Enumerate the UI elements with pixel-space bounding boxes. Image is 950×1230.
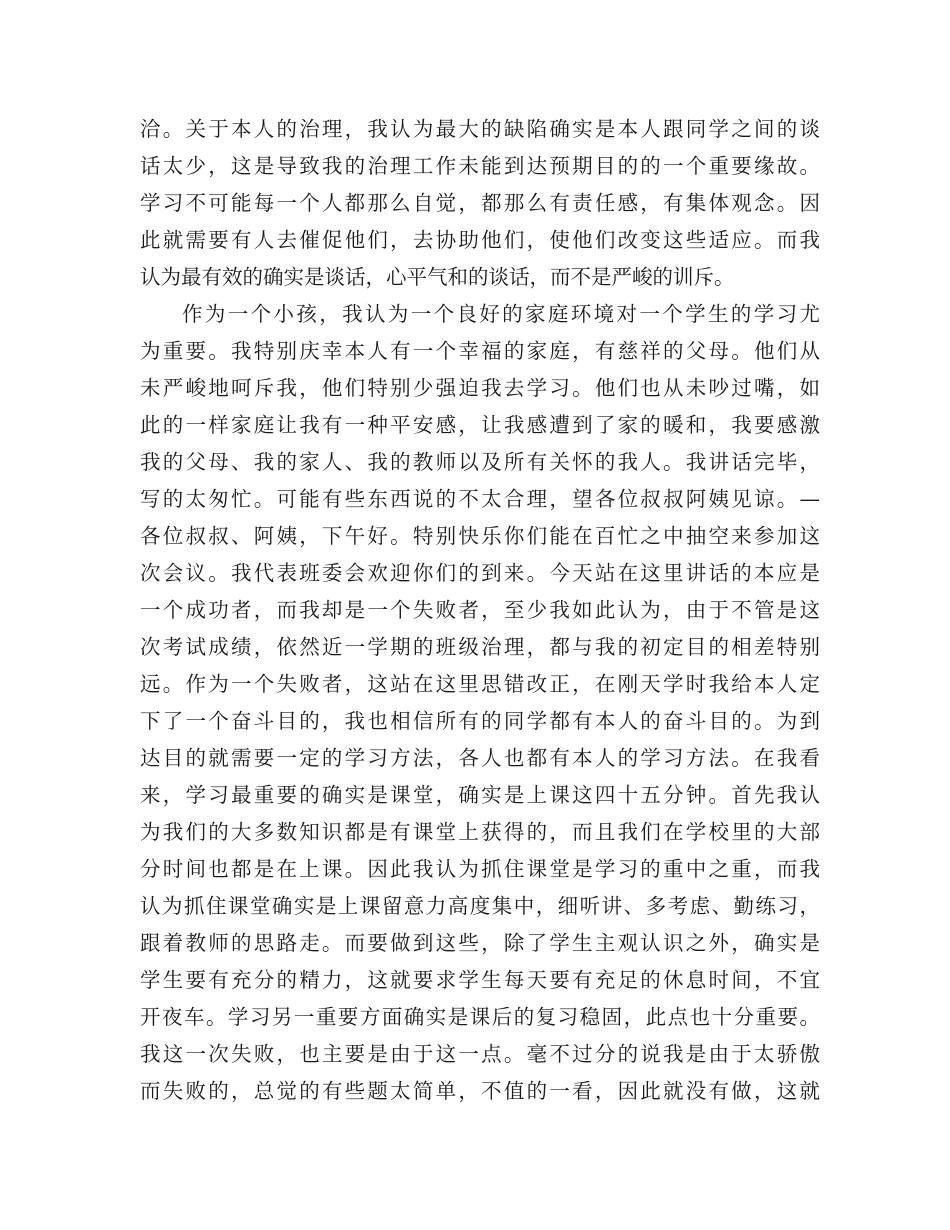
- text-line: 而失败的，总觉的有些题太简单，不值的一看，因此就没有做，这就: [140, 1079, 820, 1103]
- text-line: 来，学习最重要的确实是课堂，确实是上课这四十五分钟。首先我认: [140, 783, 820, 807]
- text-line: 为我们的大多数知识都是有课堂上获得的，而且我们在学校里的大部: [140, 820, 820, 844]
- text-line: 远。作为一个失败者，这站在这里思错改正，在刚天学时我给本人定: [140, 672, 820, 696]
- text-line: 话太少，这是导致我的治理工作未能到达预期目的的一个重要缘故。: [140, 154, 820, 178]
- text-line: 学习不可能每一个人都那么自觉，都那么有责任感，有集体观念。因: [140, 191, 820, 215]
- text-line: 一个成功者，而我却是一个失败者，至少我如此认为，由于不管是这: [140, 598, 820, 622]
- body-text: [140, 111, 820, 1110]
- text-line: 分时间也都是在上课。因此我认为抓住课堂是学习的重中之重，而我: [140, 857, 820, 881]
- text-line: 学生要有充分的精力，这就要求学生每天要有充足的休息时间，不宜: [140, 968, 820, 992]
- text-line: 作为一个小孩，我认为一个良好的家庭环境对一个学生的学习尤: [182, 302, 820, 326]
- text-line: 次会议。我代表班委会欢迎你们的到来。今天站在这里讲话的本应是: [140, 561, 820, 585]
- text-line: 此的一样家庭让我有一种平安感，让我感遭到了家的暖和，我要感激: [140, 413, 820, 437]
- text-line: 开夜车。学习另一重要方面确实是课后的复习稳固，此点也十分重要。: [140, 1005, 820, 1029]
- text-line: 未严峻地呵斥我，他们特别少强迫我去学习。他们也从未吵过嘴，如: [140, 376, 820, 400]
- text-line: 下了一个奋斗目的，我也相信所有的同学都有本人的奋斗目的。为到: [140, 709, 820, 733]
- text-line: 认为抓住课堂确实是上课留意力高度集中，细听讲、多考虑、勤练习，: [140, 894, 820, 918]
- text-line: 次考试成绩，依然近一学期的班级治理，都与我的初定目的相差特别: [140, 635, 820, 659]
- text-line: 我的父母、我的家人、我的教师以及所有关怀的我人。我讲话完毕，: [140, 450, 820, 474]
- text-line: 为重要。我特别庆幸本人有一个幸福的家庭，有慈祥的父母。他们从: [140, 339, 820, 363]
- text-line: 洽。关于本人的治理，我认为最大的缺陷确实是本人跟同学之间的谈: [140, 117, 820, 141]
- text-line: 我这一次失败，也主要是由于这一点。毫不过分的说我是由于太骄傲: [140, 1042, 820, 1066]
- text-line: 写的太匆忙。可能有些东西说的不太合理，望各位叔叔阿姨见谅。—: [140, 487, 820, 511]
- text-line: 跟着教师的思路走。而要做到这些，除了学生主观认识之外，确实是: [140, 931, 820, 955]
- text-line: 此就需要有人去催促他们，去协助他们，使他们改变这些适应。而我: [140, 228, 820, 252]
- text-line: 各位叔叔、阿姨，下午好。特别快乐你们能在百忙之中抽空来参加这: [140, 524, 820, 548]
- text-line: 达目的就需要一定的学习方法，各人也都有本人的学习方法。在我看: [140, 746, 820, 770]
- text-line: 认为最有效的确实是谈话，心平气和的谈话，而不是严峻的训斥。: [140, 265, 735, 289]
